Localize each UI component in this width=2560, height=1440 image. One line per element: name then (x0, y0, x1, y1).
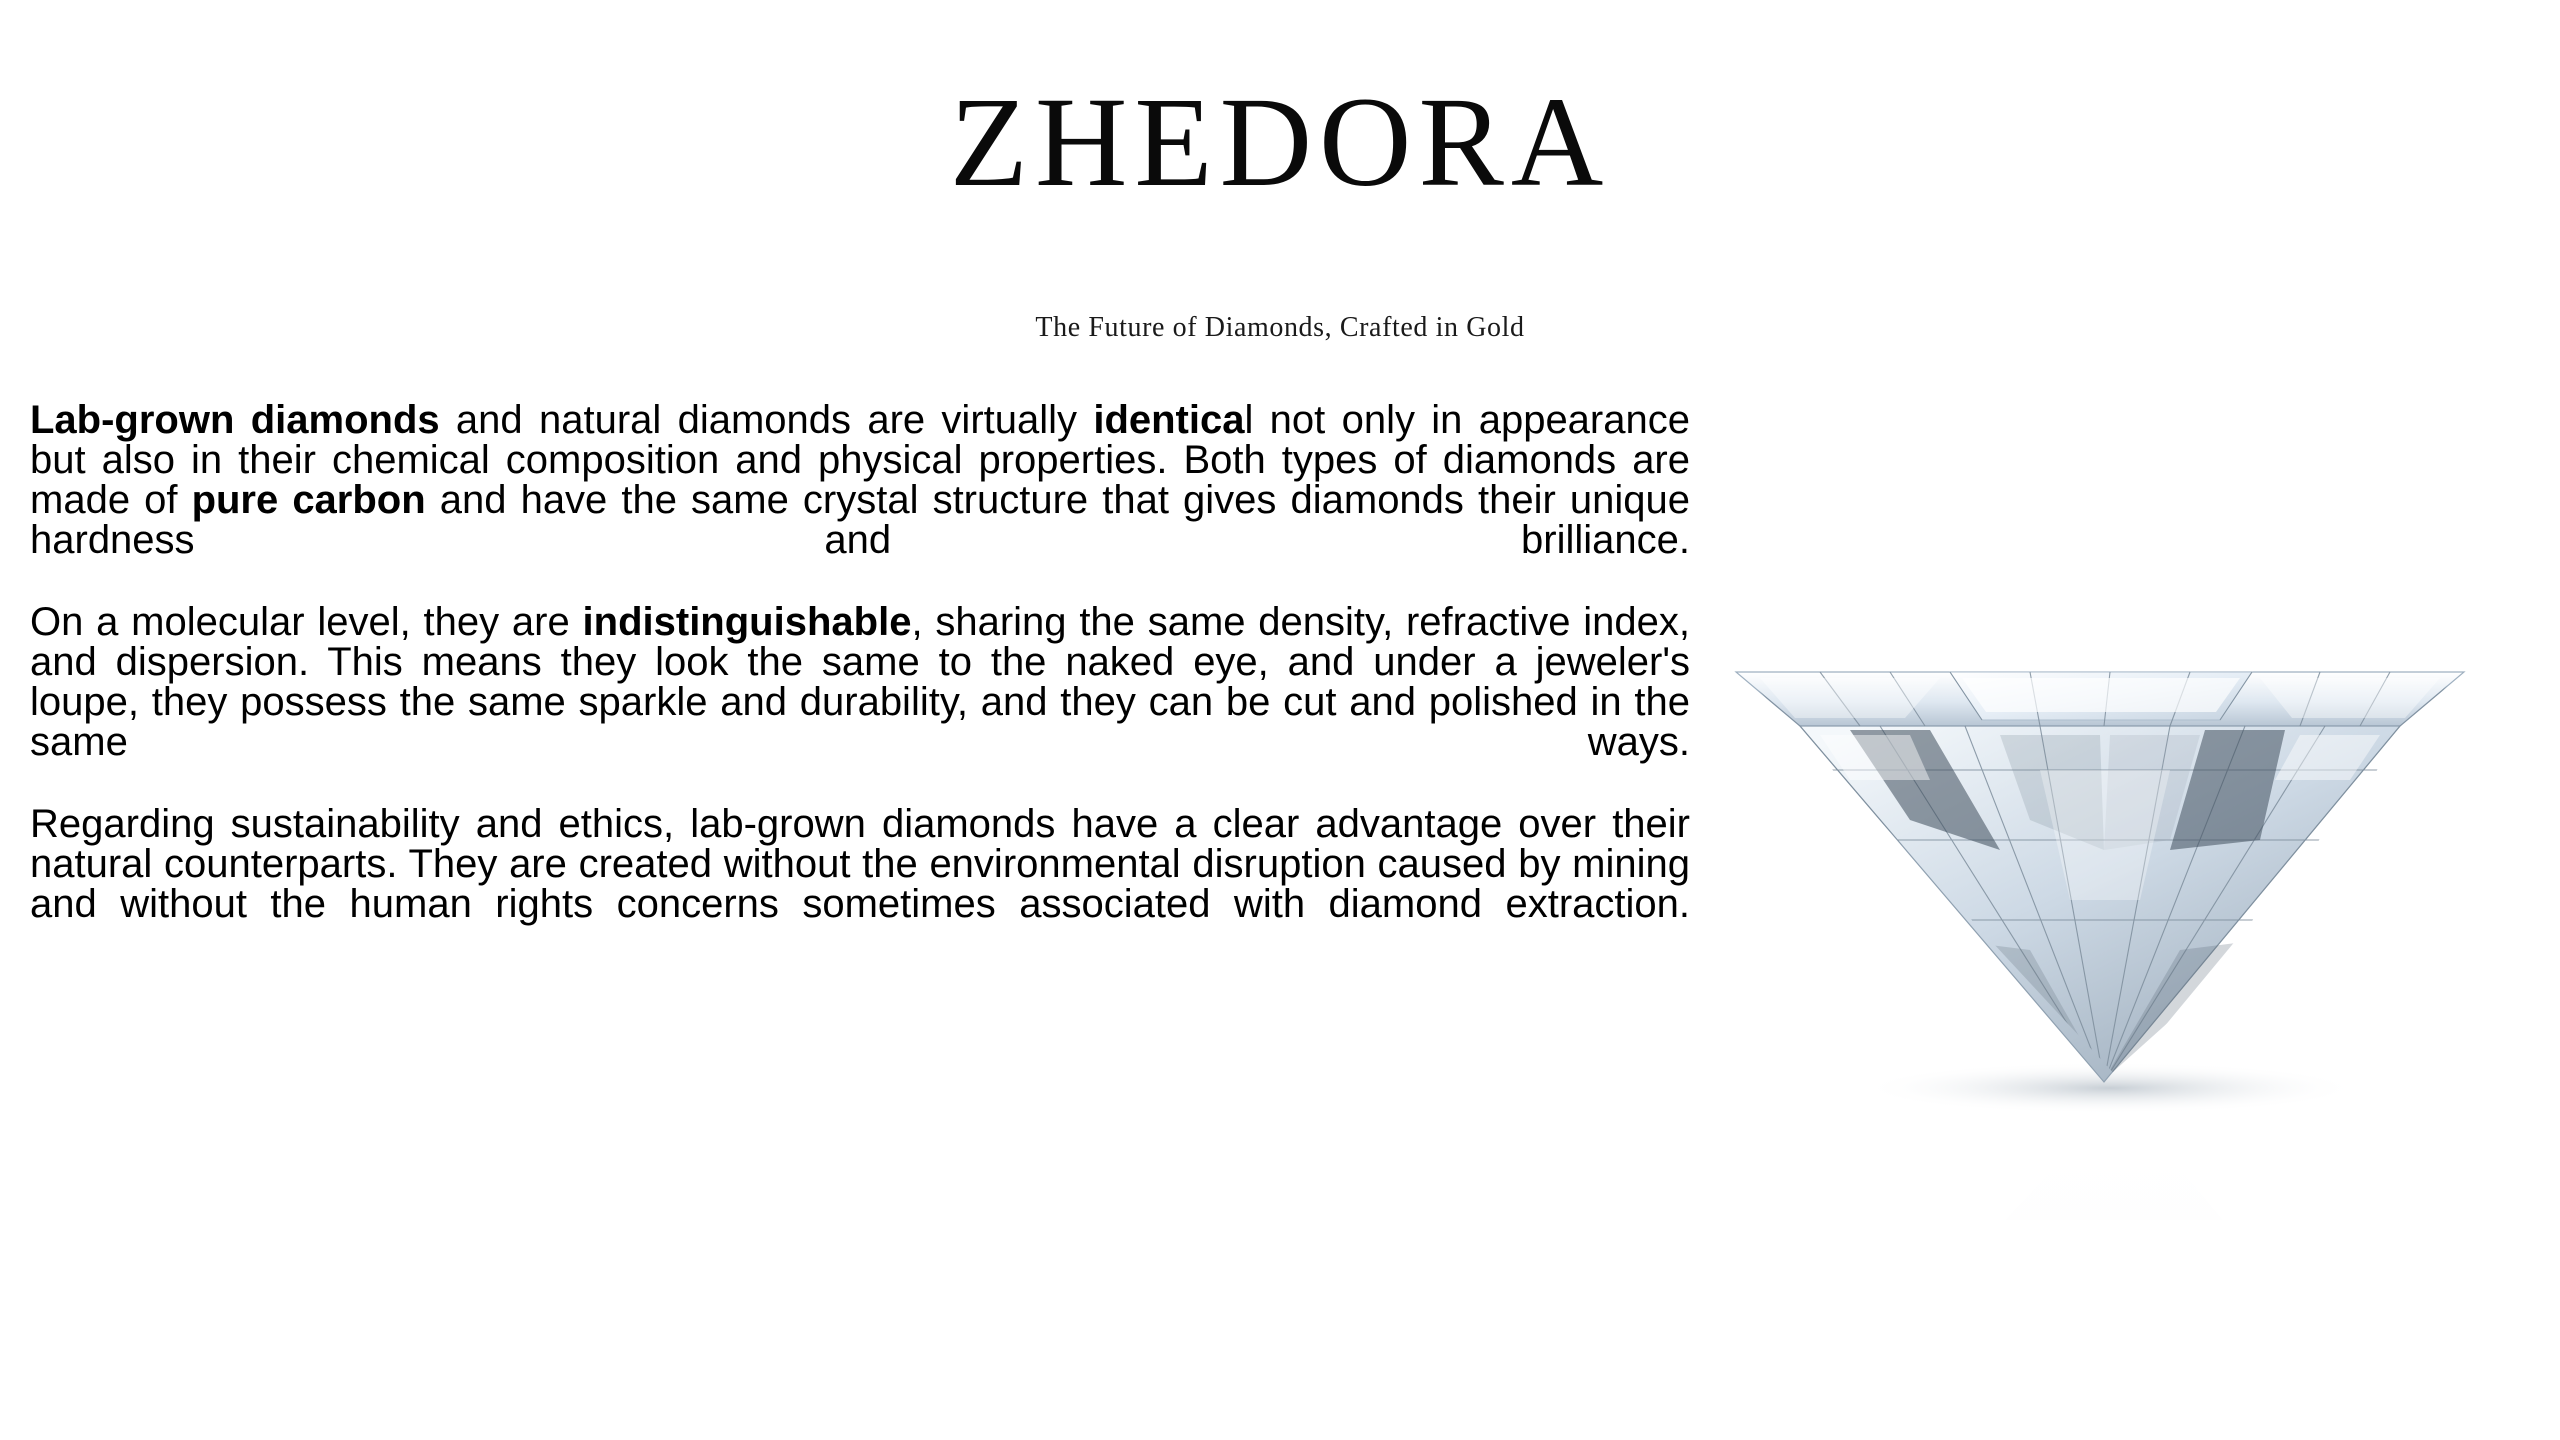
paragraph-3 (30, 804, 1690, 964)
paragraph-1 (30, 400, 1690, 600)
paragraph-2 (30, 602, 1690, 802)
paragraph-1-text-3: and have the same crystal structure that gives diamonds their unique hardness and brilliance. (30, 478, 1690, 562)
paragraph-2-text-2: , sharing the same density, refractive index, and dispersion. This means they look the same to the naked eye, and under a jeweler's loupe, they possess the same sparkle and durability, and they can be cut and polished in the same ways. (30, 600, 1691, 764)
paragraph-1-text-2: l not only in appearance but also in their chemical composition and physical properties. Both types of diamonds are made of (30, 398, 1690, 522)
paragraph-1-text-1: and natural diamonds are virtually (439, 398, 1094, 442)
body-copy (30, 400, 1690, 964)
paragraph-2-text-1: On a molecular level, they are (30, 600, 583, 644)
paragraph-3-text-1: Regarding sustainability and ethics, lab-grown diamonds have a clear advantage over their natural counterparts. They are created without the environmental disruption caused by mining and without the human rights concerns sometimes associated with diamond extraction. (30, 802, 1690, 926)
page-subtitle: The Future of Diamonds, Crafted in Gold (1035, 312, 1525, 343)
paragraph-1-bold-1: Lab-grown diamonds (30, 398, 440, 442)
paragraph-2-bold-1: indistinguishable (582, 600, 912, 644)
page-title: ZHEDORA (949, 71, 1611, 213)
diamond-image (1700, 520, 2500, 1220)
paragraph-1-bold-2: identica (1093, 398, 1245, 442)
paragraph-1-bold-3: pure carbon (191, 478, 426, 522)
diamond-icon (1700, 520, 2500, 1220)
